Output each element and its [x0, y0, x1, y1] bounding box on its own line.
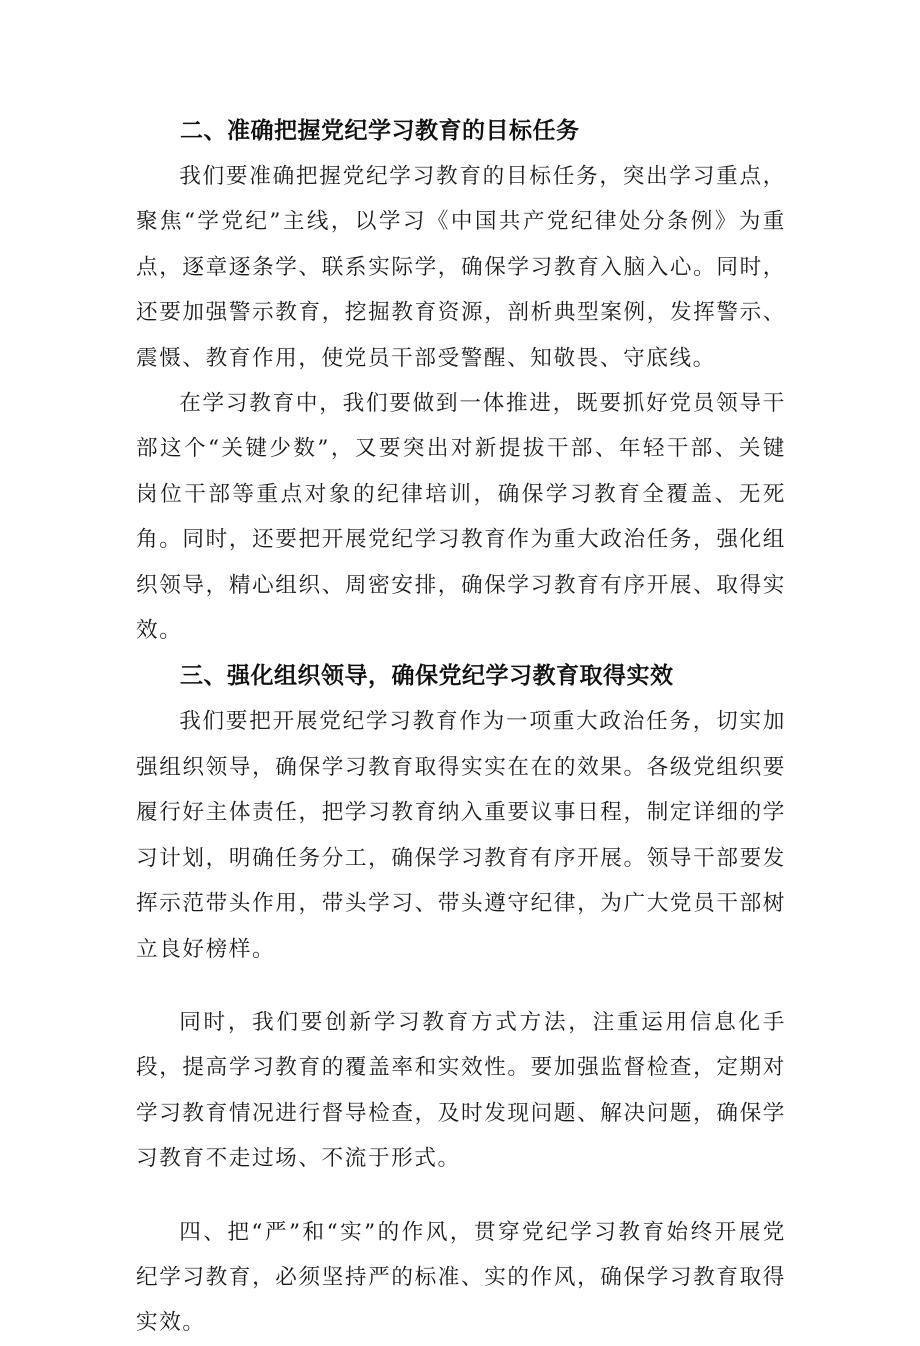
section-4-paragraph: 四、把“严”和“实”的作风，贯穿党纪学习教育始终开展党纪学习教育，必须坚持严的标准、实的作风，确保学习教育取得实效。	[136, 1219, 786, 1336]
section-3-heading: 三、强化组织领导，确保党纪学习教育取得实效	[180, 663, 674, 690]
section-3-paragraph-2: 同时，我们要创新学习教育方式方法，注重运用信息化手段，提高学习教育的覆盖率和实效性。要加强监督检查，定期对学习教育情况进行督导检查，及时发现问题、解决问题，确保学习教育不走过场、不流于形式。	[136, 1009, 786, 1172]
section-2-paragraph-1: 我们要准确把握党纪学习教育的目标任务，突出学习重点，聚焦“学党纪”主线，以学习《中国共产党纪律处分条例》为重点，逐章逐条学、联系实际学，确保学习教育入脑入心。同时，还要加强警示教育，挖掘教育资源，剖析典型案例，发挥警示、震慑、教育作用，使党员干部受警醒、知敬畏、守底线。	[136, 164, 786, 371]
section-2-paragraph-2: 在学习教育中，我们要做到一体推进，既要抓好党员领导干部这个“关键少数”，又要突出对新提拔干部、年轻干部、关键岗位干部等重点对象的纪律培训，确保学习教育全覆盖、无死角。同时，还要把开展党纪学习教育作为重大政治任务，强化组织领导，精心组织、周密安排，确保学习教育有序开展、取得实效。	[136, 391, 786, 644]
document-body	[136, 108, 786, 1346]
paragraph-gap	[136, 972, 786, 1000]
paragraph-gap	[136, 1182, 786, 1210]
section-2-heading: 二、准确把握党纪学习教育的目标任务	[180, 118, 580, 144]
section-3-paragraph-1: 我们要把开展党纪学习教育作为一项重大政治任务，切实加强组织领导，确保学习教育取得实实在在的效果。各级党组织要履行好主体责任，把学习教育纳入重要议事日程，制定详细的学习计划，明确任务分工，确保学习教育有序开展。领导干部要发挥示范带头作用，带头学习、带头遵守纪律，为广大党员干部树立良好榜样。	[136, 709, 786, 962]
